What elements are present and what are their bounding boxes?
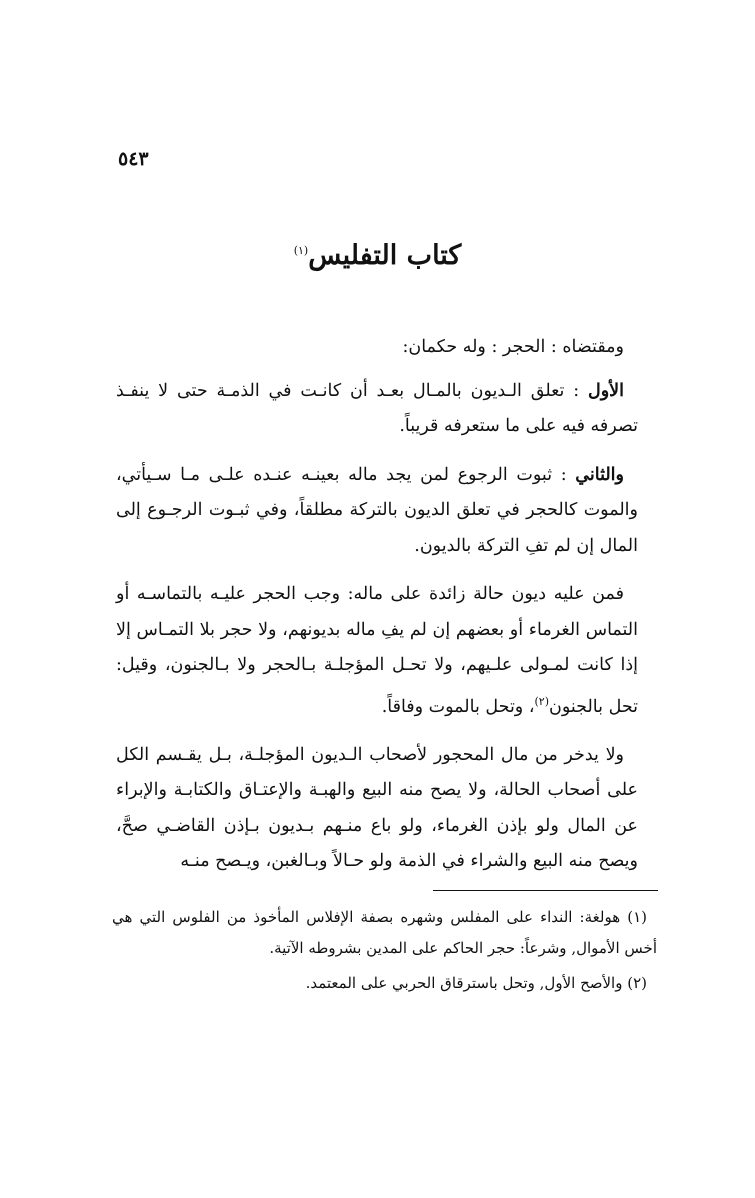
footnote-divider [433,890,658,891]
chapter-title-text: كتاب التفليس [308,240,462,271]
chapter-title-footnote-ref: (١) [293,244,309,257]
page-number: ٥٤٣ [118,148,149,170]
paragraph-second-ruling-lead: والثاني [575,464,624,485]
footnote-2: (٢) والأصح الأول, وتحل باسترقاق الحربي على المعتمد. [305,974,647,992]
chapter-title [0,240,755,271]
body-text [116,330,638,893]
paragraph-distribution-text: ولا يدخر من مال المحجور لأصحاب الـديون المؤجلـة، بـل يقـسم الكل على أصحاب الحالة، ولا يصح منه البيع والهبـة والإعتـاق والكتابـة والإبراء عن المال ولو بإذن الغرماء، ولو باع منـهم بـديون بـإذن القاضـي صحَّ، ويصح منه البيع والشراء في الذمة ولو حـالاً وبـالغبن، ويـصح منـه [116,744,638,872]
paragraph-second-ruling [116,458,638,565]
paragraph-first-ruling [116,374,638,445]
paragraph-first-ruling-text: : تعلق الـديون بالمـال بعـد أن كانـت في الذمـة حتى لا ينفـذ تصرفه فيه على ما ستعرفه قريباً. [116,380,638,436]
paragraph-distribution [116,738,638,880]
paragraph-first-ruling-lead: الأول [587,380,624,401]
paragraph-debts-text: فمن عليه ديون حالة زائدة على ماله: وجب الحجر عليـه بالتماسـه أو التماس الغرماء أو بعضهم إن لم يفِ ماله بديونهم، ولا حجر بلا التمـاس إلا إذا كانت لمـولى علـيهم، ولا تحـل المؤجلـة بـالحجر ولا بـالجنون، وقيل: تحل بالجنون [116,584,638,717]
footnotes [112,902,657,1003]
paragraph-second-ruling-text: : ثبوت الرجوع لمن يجد ماله بعينـه عنـده علـى مـا سـيأتي، والموت كالحجر في تعلق الديون بالتركة مطلقاً، وفي ثبـوت الرجـوع إلى المال إن لم تفِ التركة بالديون. [116,464,638,556]
paragraph-intro [116,330,638,366]
footnote-1: (١) هولغة: النداء على المفلس وشهره بصفة الإفلاس المأخوذ من الفلوس التي هي أخس الأموال, وشرعاً: حجر الحاكم على المدين بشروطه الآتية. [112,908,657,957]
paragraph-debts-footnote-ref: (٢) [534,694,549,708]
paragraph-debts-tail: ، وتحل بالموت وفاقاً. [381,696,535,717]
paragraph-debts [116,577,638,725]
paragraph-intro-text: ومقتضاه : الحجر : وله حكمان: [402,337,624,357]
